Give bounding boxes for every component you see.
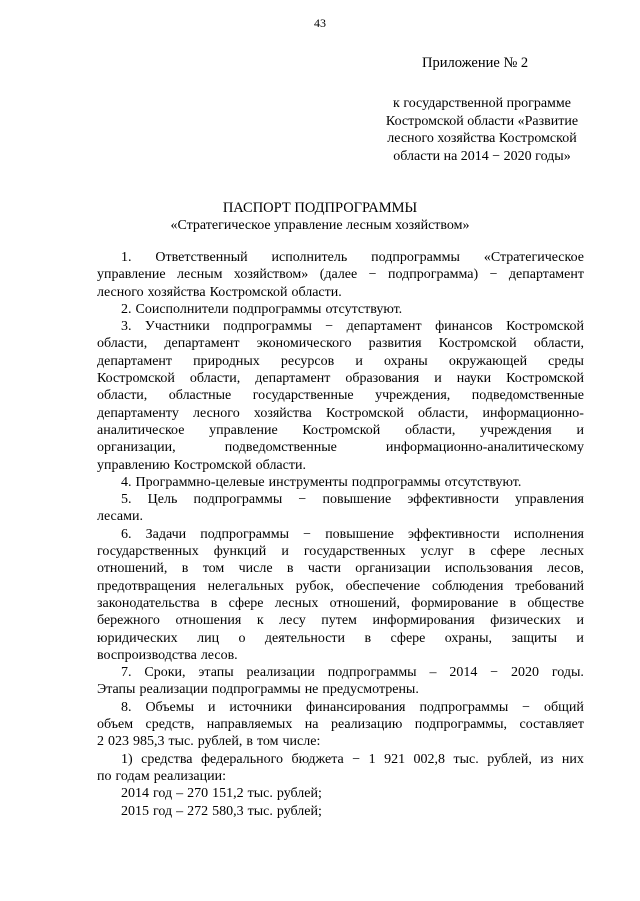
body-line: области, областные государственные учреждения, подведомственные xyxy=(97,388,584,404)
page-number: 43 xyxy=(314,16,326,30)
body-line: департамент природных ресурсов и охраны окружающей среды xyxy=(97,353,584,369)
appendix-ref-line: Костромской области «Развитие xyxy=(385,113,579,129)
body-line: 8. Объемы и источники финансирования подпрограммы − общий xyxy=(121,699,584,715)
body-line: 1. Ответственный исполнитель подпрограммы «Стратегическое xyxy=(121,250,584,265)
body-line: 2014 год – 270 151,2 тыс. рублей; xyxy=(121,786,322,802)
body-line: 3. Участники подпрограммы − департамент финансов Костромской xyxy=(121,319,584,335)
body-line: лесами. xyxy=(97,509,143,525)
body-line: 1) средства федерального бюджета − 1 921 002,8 тыс. рублей, из них xyxy=(121,751,584,767)
body-line: организации, подведомственные информационно-аналитическому xyxy=(97,440,584,456)
appendix-ref-line: лесного хозяйства Костромской xyxy=(387,131,577,146)
body-line: объем средств, направляемых на реализацию подпрограммы, составляет xyxy=(97,717,584,733)
body-line: управлению Костромской области. xyxy=(97,457,306,473)
body-line: предотвращения нелегальных рубок, обеспечение соблюдения требований xyxy=(97,578,584,594)
body-line: 2 023 985,3 тыс. рублей, в том числе: xyxy=(97,734,321,750)
body-line: аналитическое управление Костромской области, учреждения и xyxy=(97,422,584,438)
body-line: по годам реализации: xyxy=(97,768,226,784)
body-text xyxy=(97,249,584,820)
appendix-ref-line: области на 2014 − 2020 годы» xyxy=(393,148,571,164)
body-line: законодательства в сфере лесных отношений, формирование в обществе xyxy=(97,595,584,611)
body-line: лесного хозяйства Костромской области. xyxy=(97,284,342,300)
body-line: области, департамент экономического развития Костромской области, xyxy=(97,336,584,352)
appendix-ref-line: к государственной программе xyxy=(393,96,571,111)
body-line: воспроизводства лесов. xyxy=(97,647,238,663)
passport-title: ПАСПОРТ ПОДПРОГРАММЫ xyxy=(222,200,418,216)
body-line: Костромской области, департамент образования и науки Костромской xyxy=(97,371,584,387)
body-line: отношений, в том числе в части организации использования лесов, xyxy=(97,561,584,577)
body-line: 6. Задачи подпрограммы − повышение эффективности исполнения xyxy=(121,526,584,542)
body-line: бережного отношения к лесу путем информирования физических и xyxy=(97,613,584,629)
body-line: 2015 год – 272 580,3 тыс. рублей; xyxy=(121,803,322,819)
appendix-title: Приложение № 2 xyxy=(422,55,529,71)
passport-subtitle: «Стратегическое управление лесным хозяйством» xyxy=(170,218,470,233)
body-line: 5. Цель подпрограммы − повышение эффективности управления xyxy=(121,492,584,508)
body-line: 7. Сроки, этапы реализации подпрограммы – 2014 − 2020 годы. xyxy=(121,665,584,681)
body-line: управление лесным хозяйством» (далее − подпрограмма) − департамент xyxy=(97,267,584,283)
body-line: Этапы реализации подпрограммы не предусмотрены. xyxy=(97,682,419,698)
body-line: 2. Соисполнители подпрограммы отсутствуют. xyxy=(121,301,403,317)
body-line: департаменту лесного хозяйства Костромской области, информационно- xyxy=(97,405,584,421)
body-line: государственных функций и государственных услуг в сфере лесных xyxy=(97,544,584,560)
body-line: юридических лиц о деятельности в сфере охраны, защиты и xyxy=(97,630,584,646)
body-line: 4. Программно-целевые инструменты подпрограммы отсутствуют. xyxy=(121,474,522,490)
appendix-reference xyxy=(362,95,602,165)
